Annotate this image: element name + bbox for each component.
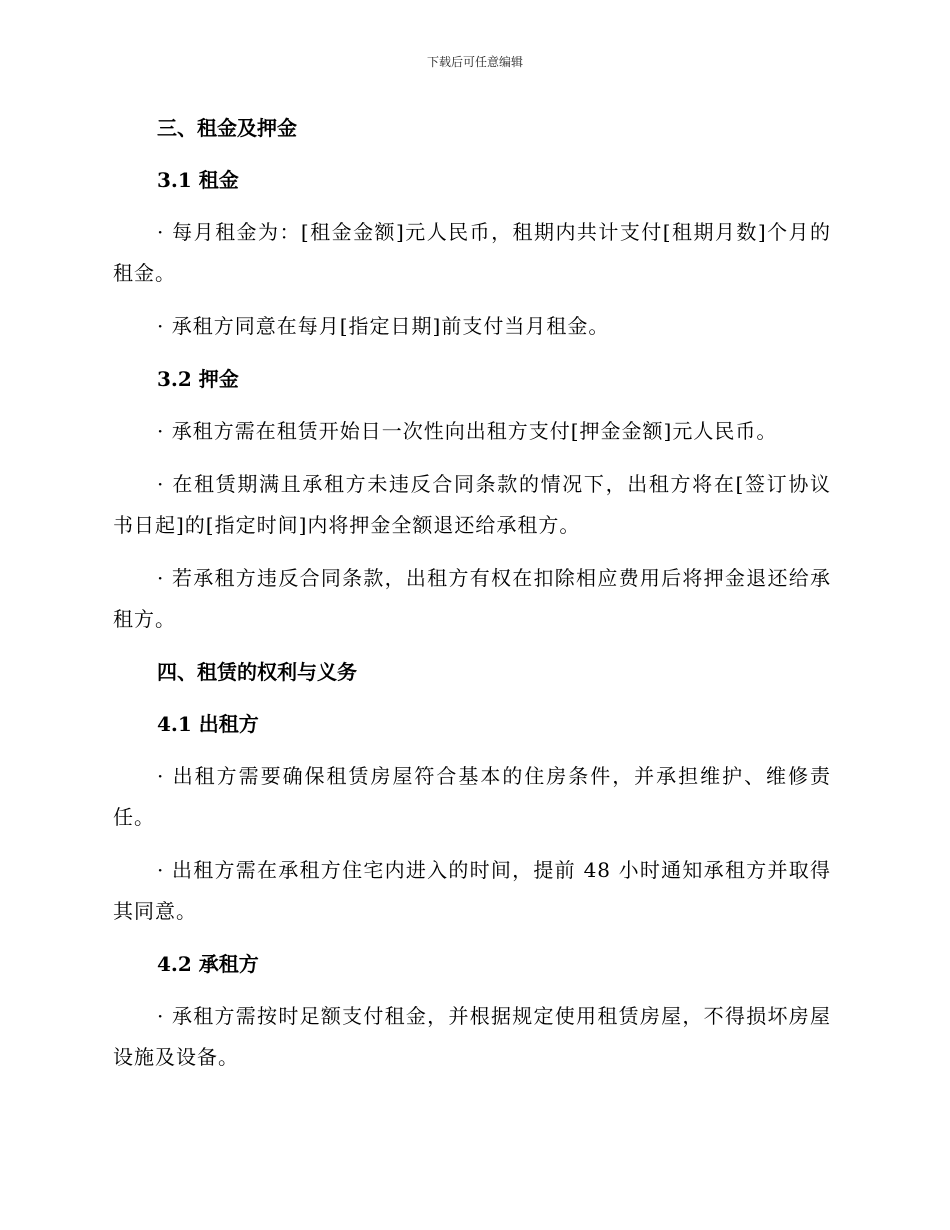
paragraph-lessor-notice: · 出租方需在承租方住宅内进入的时间，提前 48 小时通知承租方并取得其同意。 — [113, 858, 831, 923]
paragraph-monthly-rent: · 每月租金为：[租金金额]元人民币，租期内共计支付[租期月数]个月的租金。 — [113, 220, 831, 285]
paragraph-lessor-maintenance: · 出租方需要确保租赁房屋符合基本的住房条件，并承担维护、维修责任。 — [113, 764, 831, 829]
document-body — [113, 108, 831, 1090]
subsection-heading-rent: 3.1 租金 — [157, 168, 239, 192]
paragraph-rent-due-date: · 承租方同意在每月[指定日期]前支付当月租金。 — [157, 314, 610, 338]
paragraph-lessee-obligations: · 承租方需按时足额支付租金，并根据规定使用租赁房屋，不得损坏房屋设施及设备。 — [113, 1004, 831, 1069]
paragraph-deposit-refund: · 在租赁期满且承租方未违反合同条款的情况下，出租方将在[签订协议书日起]的[指定时间]内将押金全额退还给承租方。 — [113, 472, 831, 537]
page-header: 下载后可任意编辑 — [426, 55, 523, 69]
paragraph-deposit-payment: · 承租方需在租赁开始日一次性向出租方支付[押金金额]元人民币。 — [157, 419, 778, 443]
subsection-heading-deposit: 3.2 押金 — [157, 367, 239, 391]
subsection-heading-lessee: 4.2 承租方 — [157, 952, 259, 976]
subsection-heading-lessor: 4.1 出租方 — [157, 712, 259, 736]
section-heading-rights-obligations: 四、租赁的权利与义务 — [157, 660, 357, 684]
section-heading-rent-deposit: 三、租金及押金 — [157, 116, 297, 140]
paragraph-deposit-deduction: · 若承租方违反合同条款，出租方有权在扣除相应费用后将押金退还给承租方。 — [113, 566, 831, 631]
